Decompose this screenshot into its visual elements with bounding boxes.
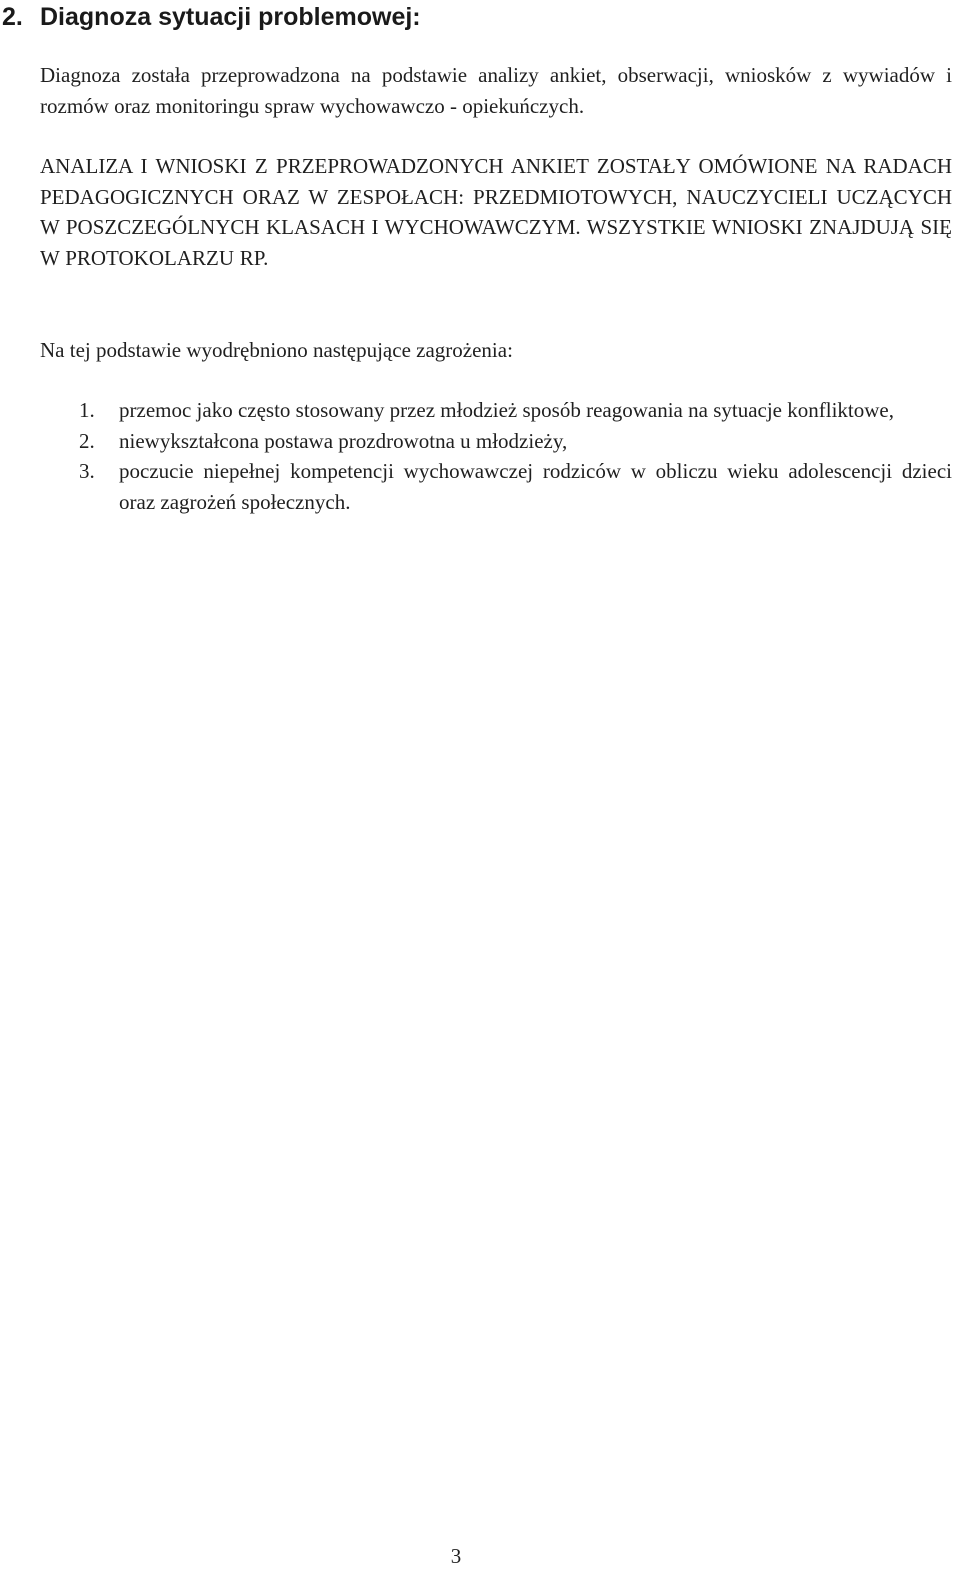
- list-item: [40, 426, 952, 457]
- section-number: 2.: [2, 3, 23, 31]
- list-item-number: 3.: [79, 459, 95, 483]
- section-title: Diagnoza sytuacji problemowej:: [40, 3, 421, 31]
- list-item: [40, 456, 952, 517]
- threats-lead-paragraph: Na tej podstawie wyodrębniono następujące zagrożenia:: [40, 338, 513, 362]
- list-item: [40, 395, 952, 426]
- threats-list: [40, 395, 952, 517]
- list-item-text: poczucie niepełnej kompetencji wychowawczej rodziców w obliczu wieku adolescencji dzieci oraz zagrożeń społecznych.: [119, 459, 952, 514]
- list-item-number: 2.: [79, 428, 95, 453]
- section-heading: [2, 0, 421, 34]
- list-item-text: przemoc jako często stosowany przez młodzież sposób reagowania na sytuacje konfliktowe,: [119, 398, 894, 422]
- intro-paragraph: Diagnoza została przeprowadzona na podstawie analizy ankiet, obserwacji, wniosków z wywiadów i rozmów oraz monitoringu spraw wychowawczo - opiekuńczych.: [40, 63, 952, 118]
- list-item-text: niewykształcona postawa prozdrowotna u młodzieży,: [119, 428, 568, 453]
- analysis-paragraph: ANALIZA I WNIOSKI Z PRZEPROWADZONYCH ANKIET ZOSTAŁY OMÓWIONE NA RADACH PEDAGOGICZNYCH ORAZ W ZESPOŁACH: PRZEDMIOTOWYCH, NAUCZYCIELI UCZĄCYCH W POSZCZEGÓLNYCH KLASACH I WYCHOWAWCZYM. WSZYSTKIE WNIOSKI ZNAJDUJĄ SIĘ W PROTOKOLARZU RP.: [40, 154, 952, 270]
- page-number: 3: [450, 1544, 462, 1568]
- list-item-number: 1.: [79, 398, 95, 422]
